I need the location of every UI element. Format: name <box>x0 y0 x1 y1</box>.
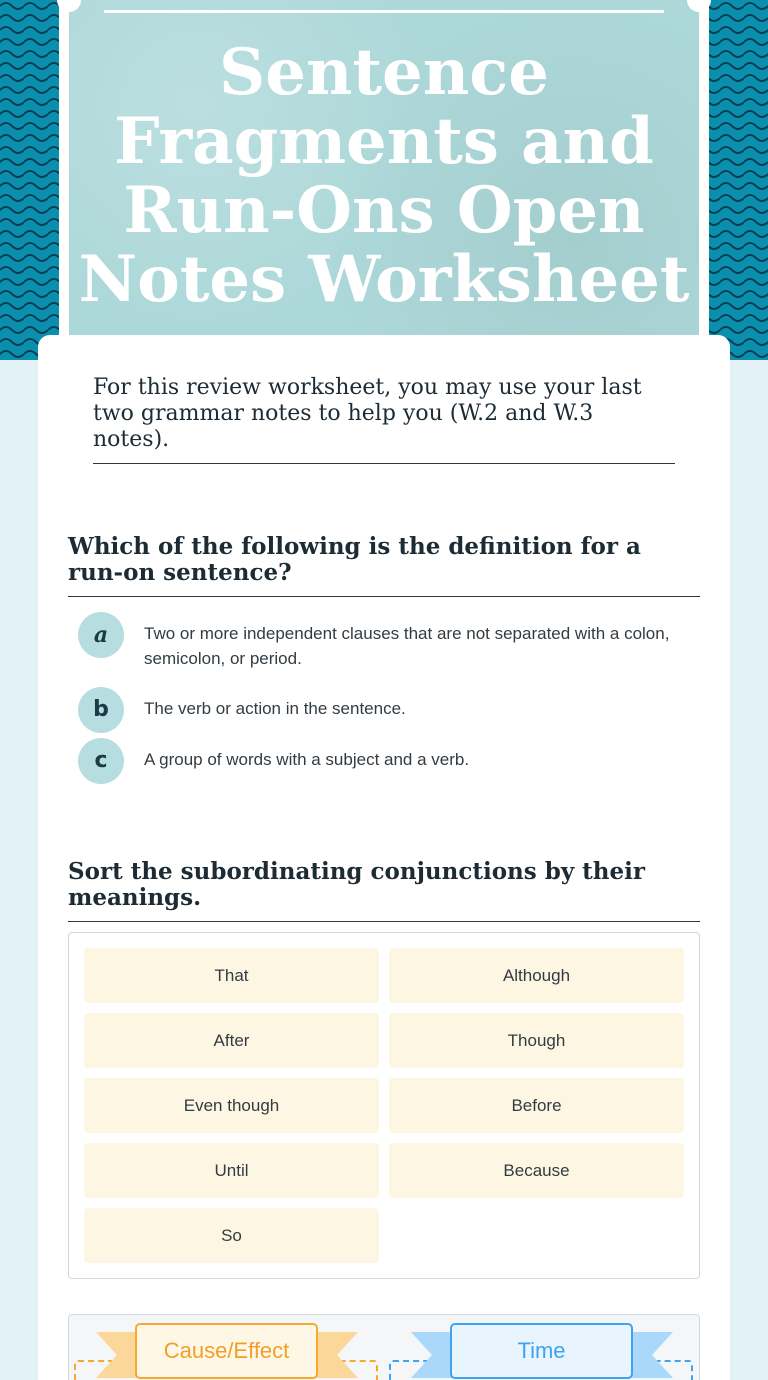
option-a-badge[interactable]: a <box>78 612 124 658</box>
worksheet-title: Sentence Fragments and Run-Ons Open Notes Worksheet <box>78 35 690 317</box>
intro-divider <box>93 463 675 464</box>
question-1-prompt-end: sentence? <box>155 559 292 586</box>
question-1-prompt-start: Which of the following is the definition for a <box>68 533 641 560</box>
option-b-text[interactable]: The verb or action in the sentence. <box>144 699 406 718</box>
option-b-badge[interactable]: b <box>78 687 124 733</box>
sort-item-even-though[interactable]: Even though <box>84 1078 379 1133</box>
option-c-text[interactable]: A group of words with a subject and a verb. <box>144 750 470 769</box>
category-cause-effect: Cause/Effect <box>135 1323 318 1379</box>
sort-item-because[interactable]: Because <box>389 1143 684 1198</box>
header-divider <box>104 10 664 13</box>
sort-item-that[interactable]: That <box>84 948 379 1003</box>
sort-item-until[interactable]: Until <box>84 1143 379 1198</box>
category-time: Time <box>450 1323 633 1379</box>
sort-item-so[interactable]: So <box>84 1208 379 1263</box>
question-1-prompt <box>68 534 700 586</box>
question-2-divider <box>68 921 700 922</box>
question-1-prompt-bold: run-on <box>68 559 156 586</box>
option-a-text[interactable]: Two or more independent clauses that are not separated with a colon, semicolon, or period. <box>144 624 670 668</box>
intro-text: For this review worksheet, you may use your last two grammar notes to help you (W.2 and W.3 notes). <box>93 375 642 452</box>
option-c-badge[interactable]: c <box>78 738 124 784</box>
sort-item-before[interactable]: Before <box>389 1078 684 1133</box>
sort-item-after[interactable]: After <box>84 1013 379 1068</box>
question-2-prompt: Sort the subordinating conjunctions by their meanings. <box>68 858 646 911</box>
sort-item-although[interactable]: Although <box>389 948 684 1003</box>
sort-item-though[interactable]: Though <box>389 1013 684 1068</box>
question-1-divider <box>68 596 700 597</box>
